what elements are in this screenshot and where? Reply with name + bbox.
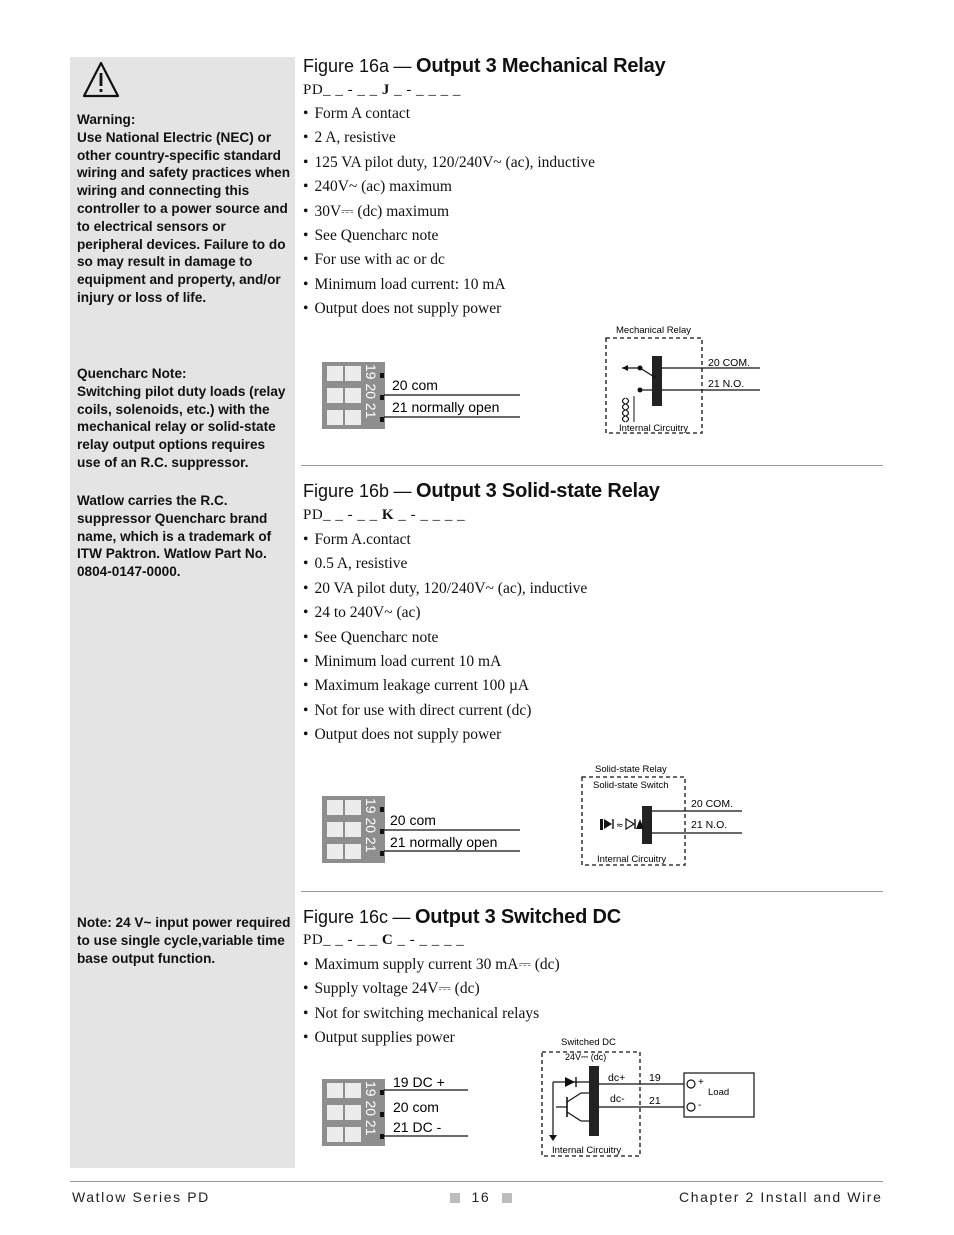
warning-heading: Warning: — [77, 112, 136, 127]
section-divider — [301, 465, 883, 466]
circuit-subtitle: Solid-state Switch — [593, 780, 669, 791]
circuit-dc-minus-label: dc- — [610, 1093, 625, 1105]
figure-dash: — — [393, 481, 412, 501]
spec-item: • Output does not supply power — [303, 723, 587, 747]
figure-dash: — — [393, 56, 412, 76]
spec-list — [303, 102, 595, 322]
spec-item: • Form A.contact — [303, 528, 587, 552]
code-suffix: _ - _ _ _ _ — [389, 82, 461, 98]
power-note — [77, 914, 291, 967]
circuit-dc-plus-label: dc+ — [608, 1072, 626, 1084]
terminal-block-diagram — [322, 794, 527, 866]
spec-item: • 30V⎓ (dc) maximum — [303, 200, 595, 224]
spec-item: • 24 to 240V~ (ac) — [303, 601, 587, 625]
circuit-title: Mechanical Relay — [616, 325, 691, 336]
page-number: 16 — [471, 1189, 491, 1205]
switched-dc-circuit — [538, 1035, 760, 1160]
spec-item: • Not for use with direct current (dc) — [303, 699, 587, 723]
warning-icon — [81, 60, 121, 100]
load-label: Load — [708, 1087, 730, 1098]
code-letter: C — [381, 932, 394, 948]
spec-item: • Minimum load current: 10 mA — [303, 273, 595, 297]
footer-series: Watlow Series PD — [72, 1189, 210, 1205]
part-code — [303, 82, 461, 99]
circuit-title: Solid-state Relay — [595, 764, 667, 775]
quencharc-heading: Quencharc Note: — [77, 366, 187, 381]
terminal-label-dc-minus: 21 DC - — [393, 1119, 442, 1135]
terminal-label-no: 21 normally open — [390, 834, 498, 850]
spec-item: • Minimum load current 10 mA — [303, 650, 587, 674]
page-marker-left — [450, 1193, 460, 1203]
code-prefix: PD_ _ - _ _ — [303, 932, 382, 948]
terminal-label-com: 20 com — [392, 377, 438, 393]
circuit-footer: Internal Circuitry — [597, 854, 667, 865]
part-code — [303, 932, 464, 949]
circuit-footer: Internal Circuitry — [552, 1145, 622, 1156]
code-suffix: _ - _ _ _ _ — [393, 932, 465, 948]
figure-title — [303, 906, 621, 929]
circuit-footer: Internal Circuitry — [619, 423, 689, 434]
spec-item: • See Quencharc note — [303, 224, 595, 248]
terminal-numbers: 19 20 21 — [363, 798, 379, 853]
part-code — [303, 507, 465, 524]
warning-text: Use National Electric (NEC) or other country-specific standard wiring and safety practices when wiring and connecting this controller to a power source and to electrical sensors or peripheral devices. Failure to do so may result in damage to equipment and property, and/or injury or loss of life. — [77, 129, 291, 305]
svg-text:≈: ≈ — [616, 821, 624, 831]
code-letter: J — [381, 82, 390, 98]
code-prefix: PD_ _ - _ _ — [303, 507, 382, 523]
circuit-title: Switched DC — [561, 1037, 616, 1048]
footer-page-number — [450, 1189, 512, 1205]
figure-label: Figure 16b — [303, 481, 390, 501]
terminal-label-dc-plus: 19 DC + — [393, 1077, 445, 1090]
terminal-label-com: 20 com — [393, 1099, 439, 1115]
solid-state-relay-circuit — [578, 761, 748, 869]
circuit-subtitle: 24V⎓ (dc) — [565, 1052, 607, 1062]
spec-list — [303, 528, 587, 748]
spec-item: • 20 VA pilot duty, 120/240V~ (ac), inductive — [303, 577, 587, 601]
spec-item: • Supply voltage 24V⎓ (dc) — [303, 977, 560, 1001]
terminal-numbers: 19 20 21 — [363, 1081, 379, 1136]
circuit-pin-com: 20 COM. — [708, 357, 751, 369]
power-note-text: Note: 24 V~ input power required to use single cycle,variable time base output function. — [77, 915, 291, 966]
footer-rule — [70, 1181, 883, 1182]
circuit-pin-com: 20 COM. — [691, 798, 734, 810]
circuit-pin-no: 21 N.O. — [691, 819, 728, 831]
watlow-note — [77, 492, 291, 581]
figure-dash: — — [392, 907, 411, 927]
figure-name: Output 3 Switched DC — [414, 906, 621, 928]
spec-item: • For use with ac or dc — [303, 248, 595, 272]
figure-label: Figure 16c — [303, 907, 389, 927]
spec-item: • Output does not supply power — [303, 297, 595, 321]
spec-item: • See Quencharc note — [303, 626, 587, 650]
section-divider — [301, 891, 883, 892]
quencharc-note — [77, 365, 291, 472]
load-plus-sign: + — [698, 1077, 704, 1088]
quencharc-text: Switching pilot duty loads (relay coils, solenoids, etc.) with the mechanical relay or solid-state relay output options requires use of an R.C. suppressor. — [77, 383, 286, 470]
load-minus-sign: - — [698, 1100, 702, 1111]
terminal-label-com: 20 com — [390, 812, 436, 828]
figure-name: Output 3 Mechanical Relay — [415, 55, 666, 77]
spec-item: • Not for switching mechanical relays — [303, 1002, 560, 1026]
warning-note — [77, 111, 291, 307]
figure-label: Figure 16a — [303, 56, 390, 76]
spec-item: • 2 A, resistive — [303, 126, 595, 150]
spec-list — [303, 953, 560, 1051]
code-prefix: PD_ _ - _ _ — [303, 82, 382, 98]
spec-item: • 125 VA pilot duty, 120/240V~ (ac), inductive — [303, 151, 595, 175]
terminal-block-diagram — [322, 360, 527, 432]
figure-title — [303, 55, 665, 78]
spec-item: • 240V~ (ac) maximum — [303, 175, 595, 199]
spec-item: • Maximum leakage current 100 µA — [303, 674, 587, 698]
code-letter: K — [381, 507, 395, 523]
mechanical-relay-circuit — [600, 322, 770, 436]
circuit-pin-no: 21 N.O. — [708, 378, 745, 390]
figure-name: Output 3 Solid-state Relay — [415, 480, 660, 502]
spec-item: • Form A contact — [303, 102, 595, 126]
footer-chapter: Chapter 2 Install and Wire — [679, 1189, 883, 1205]
spec-item: • Output supplies power — [303, 1026, 560, 1050]
code-suffix: _ - _ _ _ _ — [394, 507, 466, 523]
terminal-block-diagram — [322, 1077, 482, 1149]
figure-title — [303, 480, 660, 503]
circuit-pin-21: 21 — [649, 1095, 661, 1107]
terminal-label-no: 21 normally open — [392, 399, 500, 415]
spec-item: • Maximum supply current 30 mA⎓ (dc) — [303, 953, 560, 977]
page-marker-right — [502, 1193, 512, 1203]
terminal-numbers: 19 20 21 — [363, 364, 379, 419]
circuit-pin-19: 19 — [649, 1072, 661, 1084]
spec-item: • 0.5 A, resistive — [303, 552, 587, 576]
watlow-text: Watlow carries the R.C. suppressor Quencharc brand name, which is a trademark of ITW Paktron. Watlow Part No. 0804-0147-0000. — [77, 493, 272, 580]
